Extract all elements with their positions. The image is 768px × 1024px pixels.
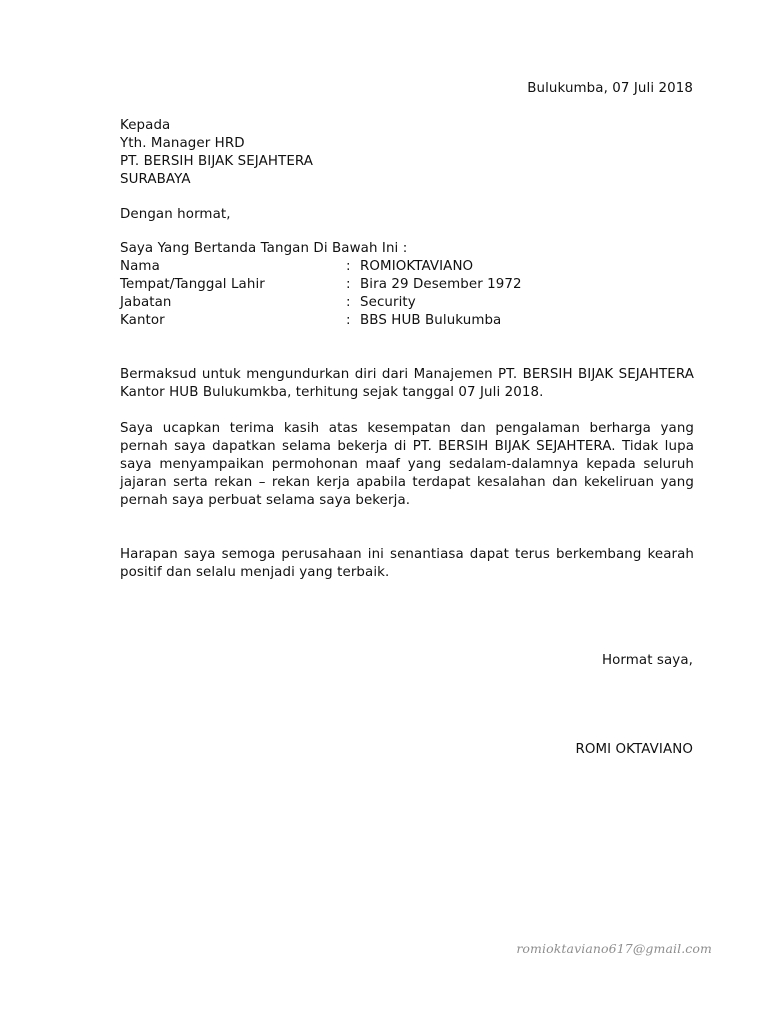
detail-value: BBS HUB Bulukumba	[360, 313, 502, 328]
detail-colon: :	[346, 295, 351, 310]
recipient-line-kepada: Kepada	[120, 118, 171, 133]
email-watermark: romioktaviano617@gmail.com	[516, 941, 712, 956]
intro-line: Saya Yang Bertanda Tangan Di Bawah Ini :	[120, 241, 408, 256]
detail-label: Nama	[120, 259, 160, 274]
detail-colon: :	[346, 277, 351, 292]
recipient-block	[120, 117, 313, 189]
personal-details-table	[120, 258, 540, 330]
detail-value: ROMIOKTAVIANO	[360, 259, 474, 274]
detail-label: Kantor	[120, 313, 165, 328]
recipient-line-company: PT. BERSIH BIJAK SEJAHTERA	[120, 154, 314, 169]
detail-value: Security	[360, 295, 416, 310]
detail-value: Bira 29 Desember 1972	[360, 277, 522, 292]
detail-row-ttl	[120, 276, 540, 294]
detail-label: Jabatan	[120, 295, 172, 310]
paragraph-gratitude: Saya ucapkan terima kasih atas kesempatan dan pengalaman berharga yang pernah saya dapatkan selama bekerja di PT. BERSIH BIJAK SEJAHTERA. Tidak lupa saya menyampaikan permohonan maaf yang sedalam-dalamnya kepada seluruh jajaran serta rekan – rekan kerja apabila terdapat kesalahan dan kekeliruan yang pernah saya perbuat selama saya bekerja.	[120, 421, 694, 508]
detail-colon: :	[346, 259, 351, 274]
letter-date: Bulukumba, 07 Juli 2018	[527, 81, 693, 96]
recipient-line-city: SURABAYA	[120, 172, 191, 187]
recipient-line-manager: Yth. Manager HRD	[120, 136, 245, 151]
detail-row-kantor	[120, 312, 540, 330]
paragraph-hope: Harapan saya semoga perusahaan ini senantiasa dapat terus berkembang kearah positif dan selalu menjadi yang terbaik.	[120, 547, 694, 580]
detail-label: Tempat/Tanggal Lahir	[120, 277, 265, 292]
detail-row-nama	[120, 258, 540, 276]
detail-row-jabatan	[120, 294, 540, 312]
closing-salutation: Hormat saya,	[601, 653, 693, 668]
greeting: Dengan hormat,	[120, 207, 231, 222]
paragraph-resignation: Bermaksud untuk mengundurkan diri dari Manajemen PT. BERSIH BIJAK SEJAHTERA Kantor HUB Bulukumkba, terhitung sejak tanggal 07 Juli 2018.	[120, 367, 694, 400]
detail-colon: :	[346, 313, 351, 328]
signature-name: ROMI OKTAVIANO	[575, 742, 693, 757]
